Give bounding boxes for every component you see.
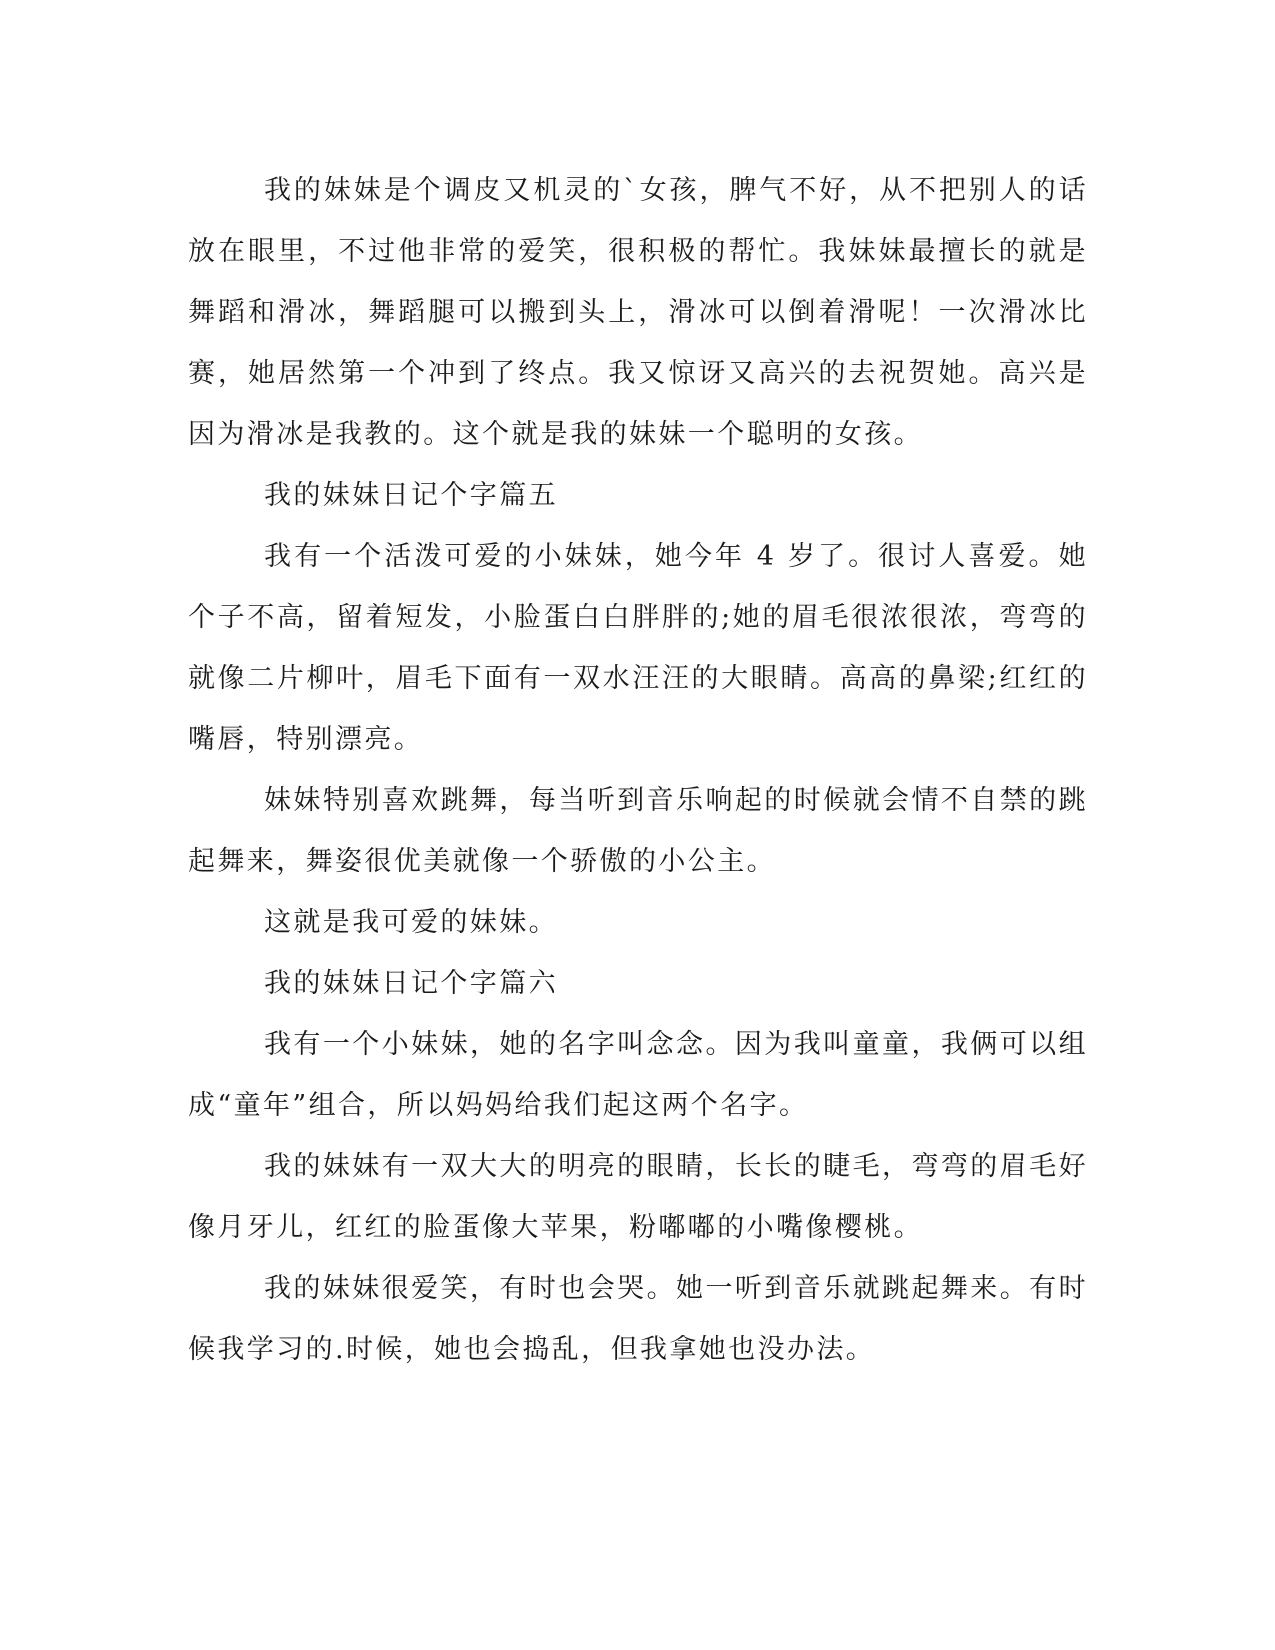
paragraph-appearance: 我有一个活泼可爱的小妹妹，她今年 4 岁了。很讨人喜爱。她个子不高，留着短发，小脸蛋白白胖胖的;她的眉毛很浓很浓，弯弯的就像二片柳叶，眉毛下面有一双水汪汪的大眼睛。高高的鼻梁;红红的嘴唇，特别漂亮。 [188, 541, 1088, 755]
paragraph-name: 我有一个小妹妹，她的名字叫念念。因为我叫童童，我俩可以组成“童年”组合，所以妈妈给我们起这两个名字。 [188, 1029, 1088, 1121]
paragraph-conclusion: 这就是我可爱的妹妹。 [264, 907, 558, 938]
paragraph-intro: 我的妹妹是个调皮又机灵的`女孩，脾气不好，从不把别人的话放在眼里，不过他非常的爱笑，很积极的帮忙。我妹妹最擅长的就是舞蹈和滑冰，舞蹈腿可以搬到头上，滑冰可以倒着滑呢！一次滑冰比赛，她居然第一个冲到了终点。我又惊讶又高兴的去祝贺她。高兴是因为滑冰是我教的。这个就是我的妹妹一个聪明的女孩。 [188, 175, 1088, 450]
paragraph-eyes: 我的妹妹有一双大大的明亮的眼睛，长长的睫毛，弯弯的眉毛好像月牙儿，红红的脸蛋像大苹果，粉嘟嘟的小嘴像樱桃。 [188, 1151, 1088, 1243]
section-heading-6: 我的妹妹日记个字篇六 [264, 968, 558, 999]
document-body [188, 160, 1088, 1380]
paragraph-laugh: 我的妹妹很爱笑，有时也会哭。她一听到音乐就跳起舞来。有时候我学习的.时候，她也会捣乱，但我拿她也没办法。 [188, 1273, 1088, 1365]
paragraph-dance: 妹妹特别喜欢跳舞，每当听到音乐响起的时候就会情不自禁的跳起舞来，舞姿很优美就像一个骄傲的小公主。 [188, 785, 1088, 877]
section-heading-5: 我的妹妹日记个字篇五 [264, 480, 558, 511]
